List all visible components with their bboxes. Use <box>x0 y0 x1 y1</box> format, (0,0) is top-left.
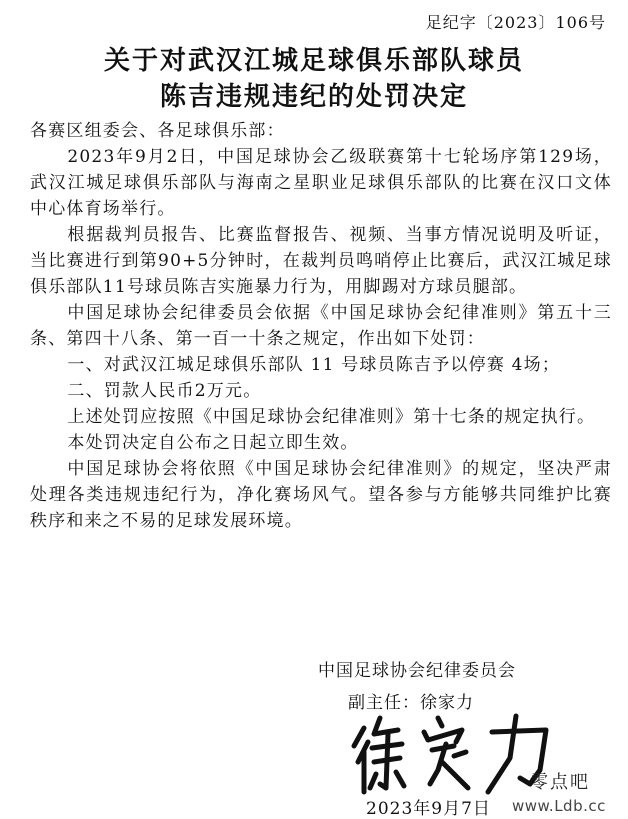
salutation: 各赛区组委会、各足球俱乐部： <box>30 121 285 141</box>
signature-date: 2023年9月7日 <box>366 799 491 819</box>
document-number: 足纪字〔2023〕106号 <box>425 13 606 32</box>
watermark-url: www.Ldb.cc <box>512 797 606 815</box>
document-title-line-1: 关于对武汉江城足球俱乐部队球员 <box>103 46 524 76</box>
signature-organization: 中国足球协会纪律委员会 <box>318 661 516 681</box>
paragraph-basis: 中国足球协会纪律委员会依据《中国足球协会纪律准则》第五十三条、第四十八条、第一百一十条之规定，作出如下处罚： <box>30 303 612 349</box>
watermark-site-name: 零点吧 <box>530 772 590 793</box>
paragraph-match-info: 2023年9月2日，中国足球协会乙级联赛第十七轮场序第129场，武汉江城足球俱乐部队与海南之星职业足球俱乐部队的比赛在汉口文体中心体育场举行。 <box>30 147 612 219</box>
paragraph-penalty-suspension: 一、对武汉江城足球俱乐部队 11 号球员陈吉予以停赛 4场； <box>67 355 561 375</box>
handwritten-signature <box>350 708 560 798</box>
paragraph-penalty-fine: 二、罚款人民币2万元。 <box>67 381 262 401</box>
paragraph-effective: 本处罚决定自公布之日起立即生效。 <box>67 433 359 453</box>
document-body <box>30 118 612 534</box>
paragraph-execution: 上述处罚应按照《中国足球协会纪律准则》第十七条的规定执行。 <box>67 407 596 427</box>
paragraph-incident: 根据裁判员报告、比赛监督报告、视频、当事方情况说明及听证，当比赛进行到第90+5分钟时，在裁判员鸣哨停止比赛后，武汉江城足球俱乐部队11号球员陈吉实施暴力行为，用脚踢对方球员腿部。 <box>30 225 612 297</box>
signature-deputy-title: 副主任：徐家力 <box>348 693 474 713</box>
document-title-line-2: 陈吉违规违纪的处罚决定 <box>159 82 468 112</box>
paragraph-closing: 中国足球协会将依照《中国足球协会纪律准则》的规定，坚决严肃处理各类违规违纪行为，净化赛场风气。望各参与方能够共同维护比赛秩序和来之不易的足球发展环境。 <box>30 459 612 531</box>
